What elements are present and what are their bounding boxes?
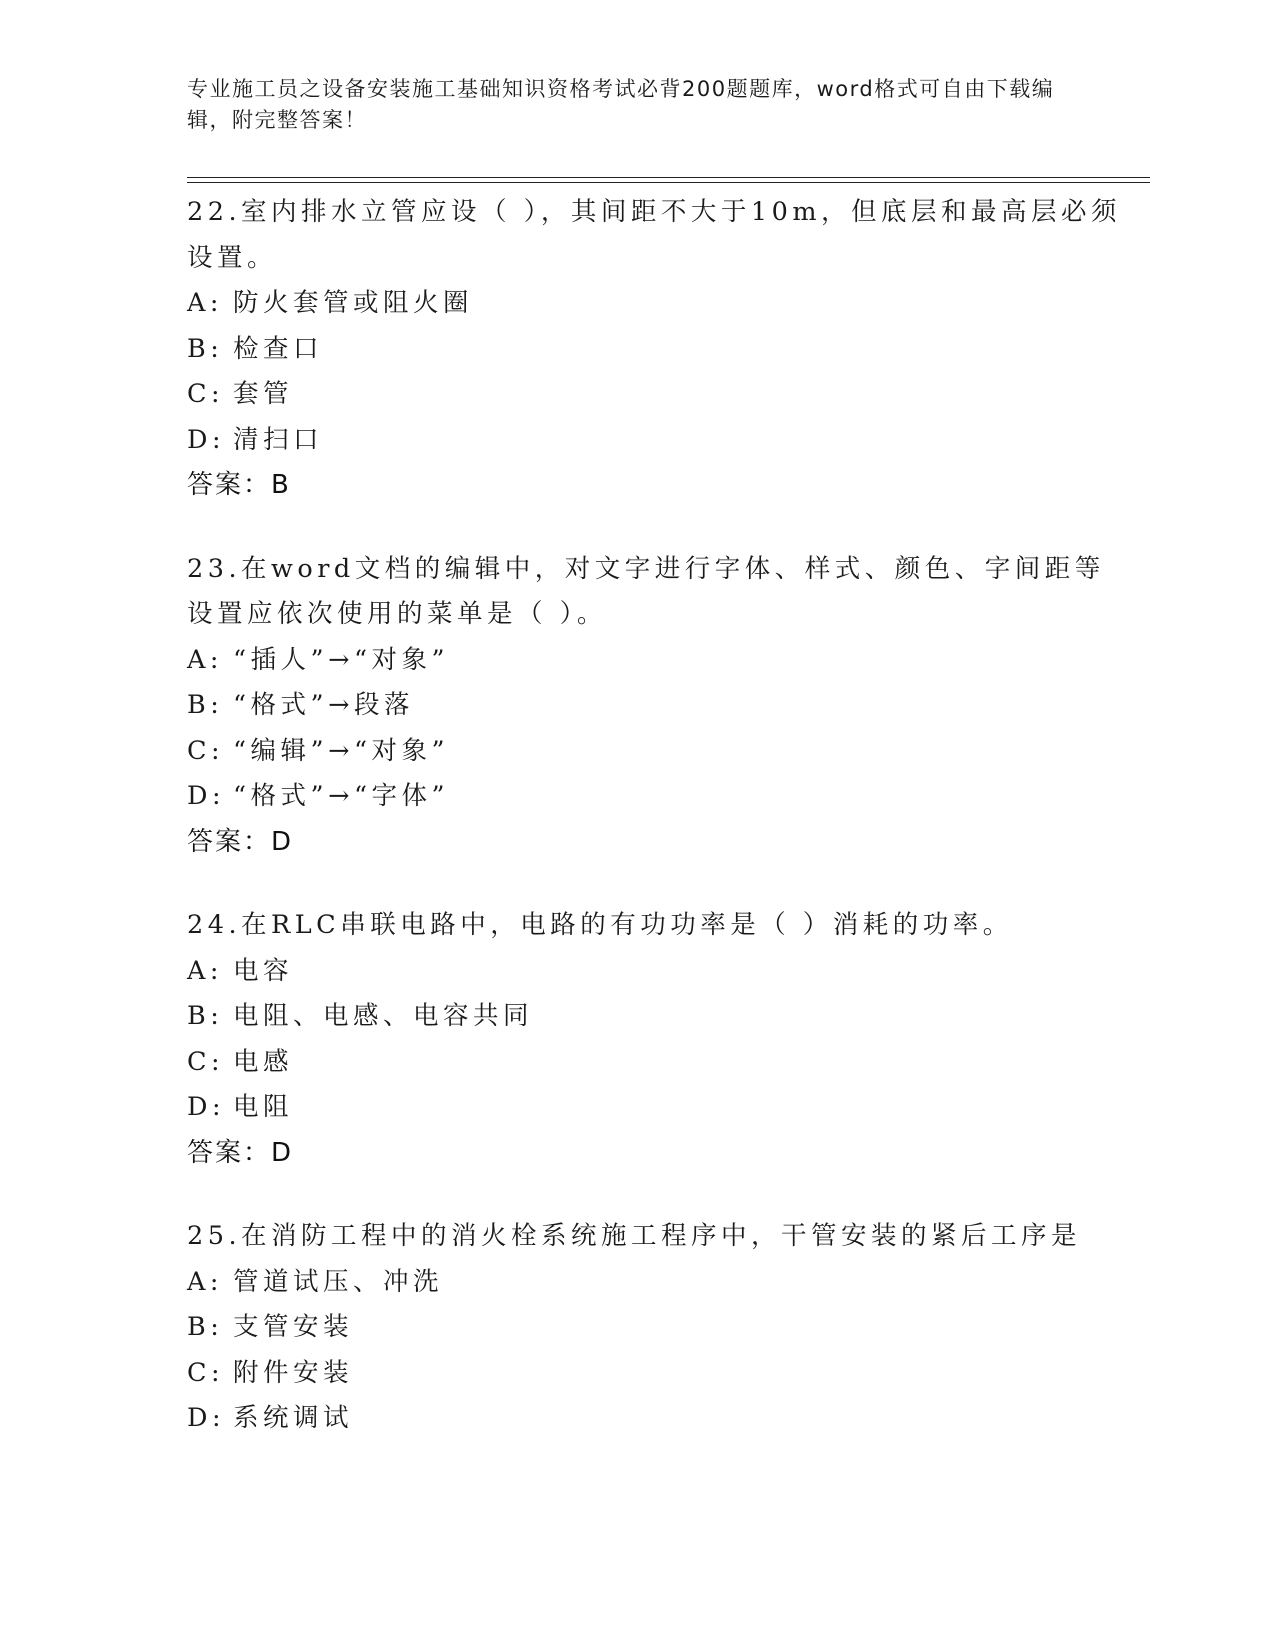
option-text: 电阻	[233, 1092, 294, 1122]
option-key: D:	[187, 781, 226, 811]
option-text: 电感	[233, 1046, 294, 1077]
option-b	[187, 683, 1127, 729]
question-text: 25.在消防工程中的消火栓系统施工程序中，干管安装的紧后工序是	[187, 1221, 1082, 1251]
answer: 答案：D	[187, 1137, 294, 1168]
option-text: 检查口	[233, 333, 324, 364]
option-key: B:	[187, 690, 224, 720]
document-header: 专业施工员之设备安装施工基础知识资格考试必背200题题库，word格式可自由下载编辑，附完整答案！	[187, 77, 1055, 132]
option-key: B:	[187, 1001, 224, 1031]
option-key: D:	[187, 424, 226, 455]
option-text: 电容	[233, 955, 294, 986]
option-a	[187, 1260, 1127, 1306]
option-text: 清扫口	[233, 424, 324, 455]
option-key: C:	[187, 1046, 225, 1077]
option-key: C:	[187, 379, 225, 409]
option-key: C:	[187, 735, 225, 766]
option-d	[187, 774, 1127, 820]
option-d	[187, 1085, 1127, 1131]
option-key: A:	[187, 955, 224, 986]
option-a	[187, 949, 1127, 995]
question-23	[187, 547, 1127, 866]
option-key: A:	[187, 1266, 224, 1297]
header-divider-bottom	[187, 182, 1150, 183]
question-22	[187, 190, 1127, 509]
option-key: B:	[187, 1312, 224, 1342]
option-a	[187, 281, 1127, 327]
option-c	[187, 372, 1127, 418]
answer: 答案：D	[187, 826, 294, 857]
option-c	[187, 1040, 1127, 1086]
option-text: 套管	[233, 379, 294, 409]
option-text: “编辑”→“对象”	[233, 735, 450, 766]
question-list	[187, 190, 1127, 1480]
option-key: D:	[187, 1092, 226, 1122]
option-c	[187, 1351, 1127, 1397]
option-key: B:	[187, 333, 224, 364]
question-text: 22.室内排水立管应设（ ），其间距不大于10m，但底层和最高层必须设置。	[187, 197, 1122, 273]
option-b	[187, 327, 1127, 373]
option-d	[187, 418, 1127, 464]
option-key: A:	[187, 644, 224, 675]
option-key: C:	[187, 1357, 225, 1388]
option-a	[187, 638, 1127, 684]
question-text: 24.在RLC串联电路中，电路的有功功率是（ ）消耗的功率。	[187, 910, 1013, 940]
question-24	[187, 903, 1127, 1176]
option-text: 附件安装	[233, 1357, 354, 1388]
option-key: D:	[187, 1403, 226, 1433]
question-25	[187, 1214, 1127, 1442]
option-d	[187, 1396, 1127, 1442]
option-text: 电阻、电感、电容共同	[233, 1001, 534, 1031]
option-text: 管道试压、冲洗	[233, 1266, 444, 1297]
header-divider-top	[187, 177, 1150, 178]
option-text: 系统调试	[233, 1403, 354, 1433]
option-key: A:	[187, 288, 224, 318]
answer: 答案：B	[187, 470, 291, 500]
option-b	[187, 1305, 1127, 1351]
question-text: 23.在word文档的编辑中，对文字进行字体、样式、颜色、字间距等设置应依次使用的菜单是（ ）。	[187, 553, 1105, 629]
option-text: 支管安装	[233, 1312, 354, 1342]
option-text: “插人”→“对象”	[233, 644, 450, 675]
option-text: “格式”→“字体”	[233, 781, 450, 811]
option-text: “格式”→段落	[233, 690, 414, 720]
option-c	[187, 729, 1127, 775]
option-text: 防火套管或阻火圈	[233, 288, 474, 318]
option-b	[187, 994, 1127, 1040]
